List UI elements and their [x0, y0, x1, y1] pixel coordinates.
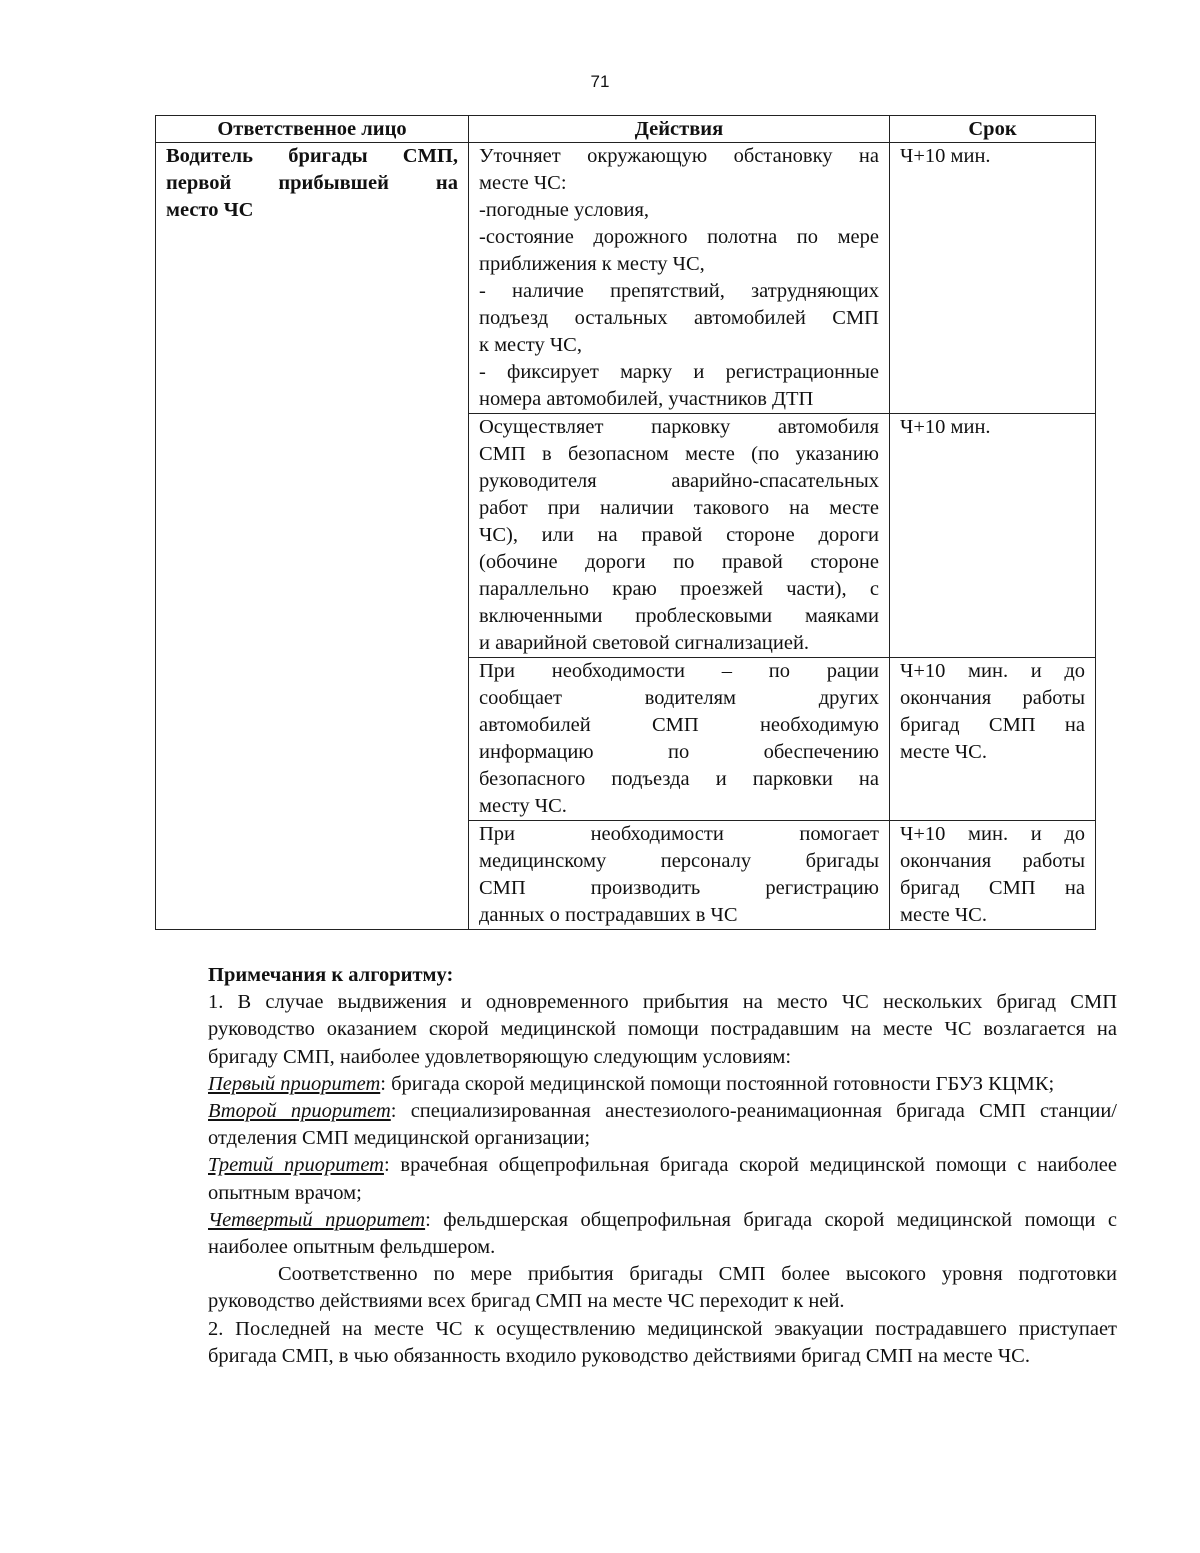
term-line: Ч+10 мин.: [900, 145, 991, 167]
priority-item: [208, 1071, 1117, 1098]
term-cell: [890, 821, 1096, 930]
action-line: месту ЧС.: [479, 795, 567, 817]
header-responsible: Ответственное лицо: [156, 116, 469, 143]
action-line: -погодные условия,: [479, 199, 650, 221]
priority-item: [208, 1207, 1117, 1261]
action-line: и аварийной световой сигнализацией.: [479, 632, 810, 654]
algorithm-notes: [208, 962, 1117, 1370]
action-cell: [469, 658, 890, 821]
person-line: первой прибывшей на: [166, 172, 458, 194]
action-cell: [469, 821, 890, 930]
action-line: приближения к месту ЧС,: [479, 253, 705, 275]
term-line: месте ЧС.: [900, 904, 987, 926]
priority-text: : специализированная анестезиолого-реанимационная бригада СМП станции/отделения СМП медицинской организации;: [208, 1100, 1118, 1150]
term-line: окончания работы: [900, 687, 1085, 709]
action-line: включенными проблесковыми маяками: [479, 605, 879, 627]
priority-label: Первый приоритет: [208, 1072, 381, 1095]
priority-text: : врачебная общепрофильная бригада скорой медицинской помощи с наиболее опытным врачом;: [208, 1154, 1117, 1204]
action-line: -состояние дорожного полотна по мере: [479, 226, 879, 248]
table-row: [156, 143, 1096, 414]
term-line: бригад СМП на: [900, 714, 1085, 736]
action-cell: [469, 414, 890, 658]
responsible-person-cell: [156, 143, 469, 930]
action-line: СМП в безопасном месте (по указанию: [479, 443, 879, 465]
action-line: месте ЧС:: [479, 172, 567, 194]
term-line: бригад СМП на: [900, 877, 1085, 899]
action-line: номера автомобилей, участников ДТП: [479, 388, 814, 410]
notes-paragraph: Соответственно по мере прибытия бригады СМП более высокого уровня подготовки руководство действиями всех бригад СМП на месте ЧС переходит к ней.: [208, 1263, 1117, 1313]
action-line: Осуществляет парковку автомобиля: [479, 416, 879, 438]
action-line: Уточняет окружающую обстановку на: [479, 145, 879, 167]
priority-text: : фельдшерская общепрофильная бригада скорой медицинской помощи с наиболее опытным фельдшером.: [208, 1208, 1117, 1259]
term-line: Ч+10 мин.: [900, 416, 991, 438]
page-number: 71: [590, 72, 610, 91]
action-line: параллельно краю проезжей части), с: [479, 578, 879, 600]
action-line: информацию по обеспечению: [479, 741, 879, 763]
header-term: Срок: [890, 116, 1096, 143]
action-line: данных о пострадавших в ЧС: [479, 904, 738, 926]
term-cell: [890, 143, 1096, 414]
term-line: месте ЧС.: [900, 741, 987, 763]
term-line: окончания работы: [900, 850, 1085, 872]
note-item-2: 2. Последней на месте ЧС к осуществлению медицинской эвакуации пострадавшего приступает бригада СМП, в чью обязанность входило руководство действиями бригад СМП на месте ЧС.: [208, 1317, 1117, 1367]
action-line: безопасного подъезда и парковки на: [479, 768, 879, 790]
action-line: ЧС), или на правой стороне дороги: [479, 524, 879, 546]
priority-item: [208, 1098, 1117, 1152]
action-line: руководителя аварийно-спасательных: [479, 470, 879, 492]
action-line: к месту ЧС,: [479, 334, 582, 356]
action-cell: [469, 143, 890, 414]
priority-item: [208, 1152, 1117, 1206]
action-line: - наличие препятствий, затрудняющих: [479, 280, 879, 302]
priority-label: Второй приоритет: [208, 1100, 391, 1123]
action-line: При необходимости – по рации: [479, 660, 879, 682]
priority-label: Третий приоритет: [208, 1154, 384, 1177]
term-cell: [890, 658, 1096, 821]
term-line: Ч+10 мин. и до: [900, 660, 1085, 682]
notes-title: Примечания к алгоритму:: [208, 964, 454, 986]
action-line: При необходимости помогает: [479, 823, 879, 845]
person-line: место ЧС: [166, 199, 254, 221]
action-line: медицинскому персоналу бригады: [479, 850, 879, 872]
action-line: сообщает водителям других: [479, 687, 879, 709]
action-line: подъезд остальных автомобилей СМП: [479, 307, 879, 329]
term-line: Ч+10 мин. и до: [900, 823, 1085, 845]
action-line: - фиксирует марку и регистрационные: [479, 361, 879, 383]
action-line: работ при наличии такового на месте: [479, 497, 879, 519]
action-line: автомобилей СМП необходимую: [479, 714, 879, 736]
term-cell: [890, 414, 1096, 658]
priority-label: Четвертый приоритет: [208, 1208, 426, 1231]
header-actions: Действия: [469, 116, 890, 143]
note-item-1: 1. В случае выдвижения и одновременного прибытия на место ЧС нескольких бригад СМП руководство оказанием скорой медицинской помощи пострадавшим на месте ЧС возлагается на бригаду СМП, наиболее удовлетворяющую следующим условиям:: [208, 991, 1117, 1068]
table-header-row: [156, 116, 1096, 143]
algorithm-table: [155, 115, 1096, 930]
person-line: Водитель бригады СМП,: [166, 145, 458, 167]
priority-text: : бригада скорой медицинской помощи постоянной готовности ГБУЗ КЦМК;: [380, 1072, 1055, 1095]
action-line: СМП производить регистрацию: [479, 877, 879, 899]
action-line: (обочине дороги по правой стороне: [479, 551, 879, 573]
